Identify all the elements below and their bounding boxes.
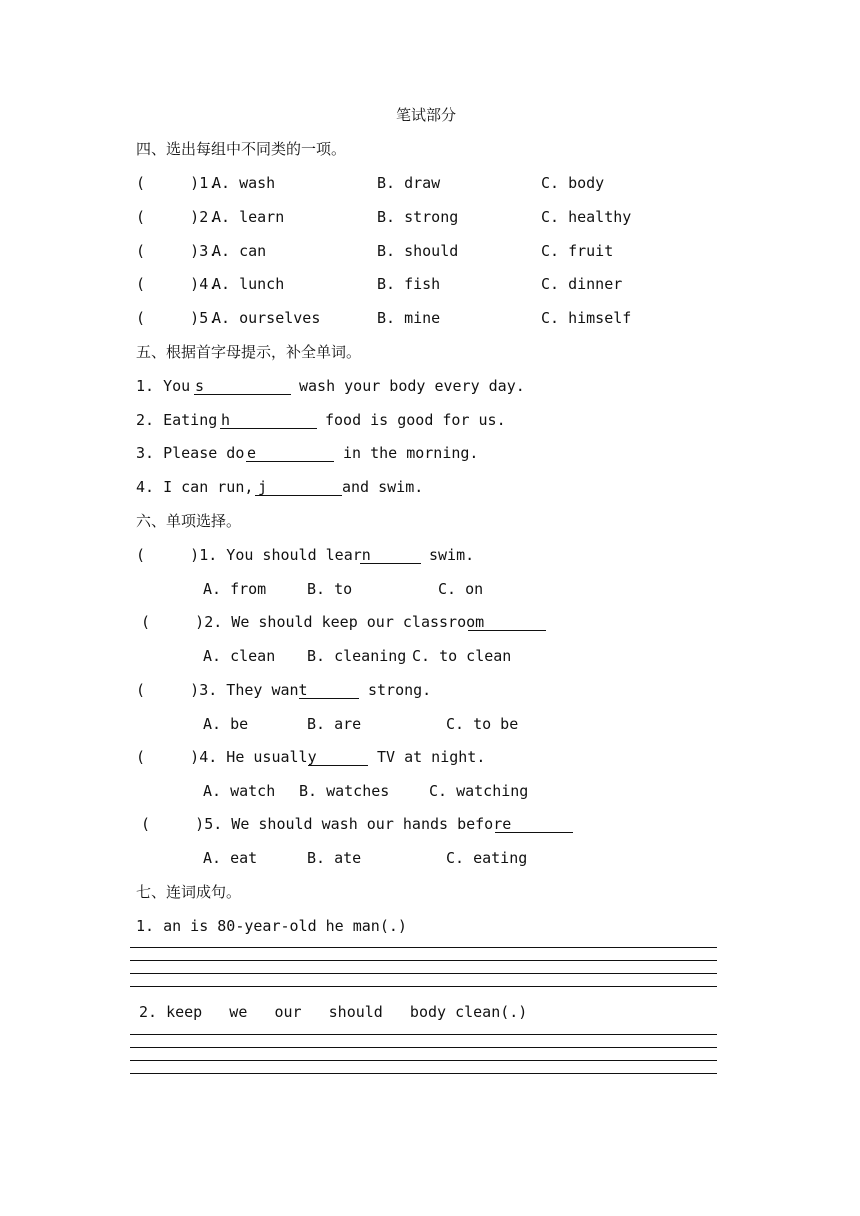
answer-blank[interactable] <box>220 428 317 429</box>
option-b: B. should <box>377 242 459 260</box>
option-a: A. ourselves <box>212 309 321 327</box>
option-b: B. to <box>307 580 353 598</box>
writing-line <box>130 1047 717 1048</box>
option-a: A. from <box>203 580 267 598</box>
scrambled-words: 1. an is 80-year-old he man(.) <box>136 917 407 935</box>
option-a: A. eat <box>203 849 258 867</box>
writing-line <box>130 1060 717 1061</box>
answer-blank[interactable] <box>246 461 334 462</box>
sentence-start: 1. You <box>136 377 191 395</box>
option-b: B. ate <box>307 849 362 867</box>
question-stem: ( )4. He usually <box>136 748 317 766</box>
option-b: B. cleaning <box>307 647 407 665</box>
option-a: A. can <box>212 242 267 260</box>
option-b: B. strong <box>377 208 459 226</box>
option-c: C. to be <box>446 715 519 733</box>
option-b: B. draw <box>377 174 441 192</box>
answer-blank[interactable] <box>495 832 573 833</box>
sentence-end: in the morning. <box>343 444 479 462</box>
hint-letter: j <box>258 478 268 496</box>
question-number: ( )3. <box>136 242 218 260</box>
option-a: A. be <box>203 715 249 733</box>
question-number: ( )5. <box>136 309 218 327</box>
option-b: B. are <box>307 715 362 733</box>
option-c: C. to clean <box>412 647 512 665</box>
section6-heading: 六、单项选择。 <box>136 512 242 530</box>
sentence-start: 4. I can run, <box>136 478 254 496</box>
question-stem: ( )2. We should keep our classroom <box>141 613 485 631</box>
question-stem-end: swim. <box>429 546 475 564</box>
sentence-start: 2. Eating <box>136 411 218 429</box>
option-a: A. learn <box>212 208 285 226</box>
option-a: A. watch <box>203 782 276 800</box>
question-number: ( )1. <box>136 174 218 192</box>
option-c: C. dinner <box>541 275 623 293</box>
writing-line <box>130 960 717 961</box>
option-b: B. watches <box>299 782 390 800</box>
writing-line <box>130 1034 717 1035</box>
answer-blank[interactable] <box>308 765 368 766</box>
hint-letter: s <box>195 377 205 395</box>
page-title: 笔试部分 <box>396 106 457 124</box>
option-c: C. body <box>541 174 605 192</box>
option-a: A. lunch <box>212 275 285 293</box>
option-c: C. fruit <box>541 242 614 260</box>
question-number: ( )2. <box>136 208 218 226</box>
answer-blank[interactable] <box>255 495 342 496</box>
section4-heading: 四、选出每组中不同类的一项。 <box>136 140 347 158</box>
option-b: B. mine <box>377 309 441 327</box>
option-c: C. watching <box>429 782 529 800</box>
question-stem: ( )5. We should wash our hands before <box>141 815 512 833</box>
writing-line <box>130 973 717 974</box>
option-c: C. himself <box>541 309 632 327</box>
section5-heading: 五、根据首字母提示，补全单词。 <box>136 343 362 361</box>
question-stem-end: TV at night. <box>377 748 486 766</box>
sentence-end: and swim. <box>342 478 424 496</box>
writing-line <box>130 947 717 948</box>
option-a: A. clean <box>203 647 276 665</box>
question-stem: ( )3. They want <box>136 681 308 699</box>
question-number: ( )4. <box>136 275 218 293</box>
writing-line <box>130 1073 717 1074</box>
answer-blank[interactable] <box>468 630 546 631</box>
option-b: B. fish <box>377 275 441 293</box>
writing-line <box>130 986 717 987</box>
answer-blank[interactable] <box>194 394 291 395</box>
answer-blank[interactable] <box>360 563 421 564</box>
sentence-start: 3. Please do <box>136 444 245 462</box>
option-c: C. healthy <box>541 208 632 226</box>
hint-letter: e <box>247 444 257 462</box>
sentence-end: wash your body every day. <box>299 377 525 395</box>
hint-letter: h <box>221 411 231 429</box>
question-stem-end: strong. <box>368 681 432 699</box>
option-c: C. on <box>438 580 484 598</box>
option-c: C. eating <box>446 849 528 867</box>
scrambled-words: 2. keep we our should body clean(.) <box>139 1003 528 1021</box>
answer-blank[interactable] <box>299 698 359 699</box>
option-a: A. wash <box>212 174 276 192</box>
question-stem: ( )1. You should learn <box>136 546 371 564</box>
sentence-end: food is good for us. <box>325 411 506 429</box>
section7-heading: 七、连词成句。 <box>136 883 242 901</box>
